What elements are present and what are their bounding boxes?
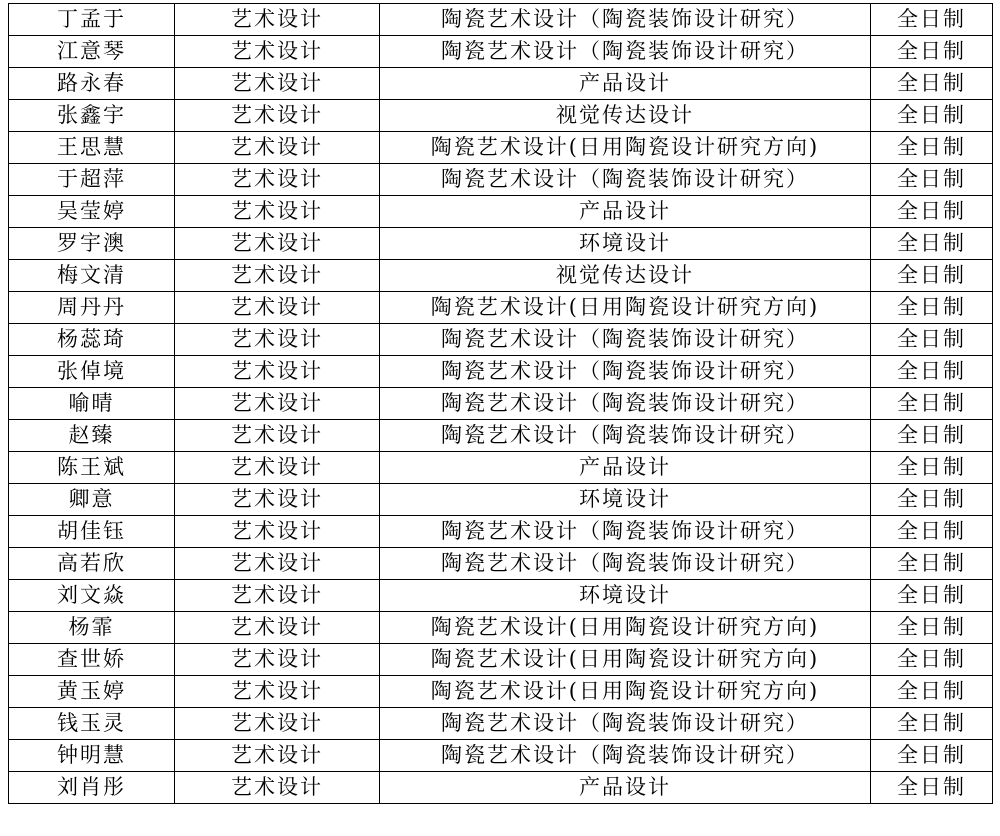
table-row [9, 4, 993, 36]
study-mode-cell: 全日制 [871, 260, 993, 292]
major-direction-cell: 陶瓷艺术设计（陶瓷装饰设计研究） [380, 740, 871, 772]
table-row [9, 708, 993, 740]
major-direction-cell: 陶瓷艺术设计(日用陶瓷设计研究方向) [380, 676, 871, 708]
major-direction-cell: 产品设计 [380, 68, 871, 100]
student-name-cell: 喻晴 [9, 388, 175, 420]
discipline-cell: 艺术设计 [175, 132, 380, 164]
student-name-cell: 张倬境 [9, 356, 175, 388]
table-row [9, 100, 993, 132]
discipline-cell: 艺术设计 [175, 452, 380, 484]
table-row [9, 516, 993, 548]
major-direction-cell: 陶瓷艺术设计（陶瓷装饰设计研究） [380, 516, 871, 548]
study-mode-cell: 全日制 [871, 132, 993, 164]
table-row [9, 36, 993, 68]
discipline-cell: 艺术设计 [175, 772, 380, 804]
major-direction-cell: 视觉传达设计 [380, 100, 871, 132]
table-row [9, 356, 993, 388]
major-direction-cell: 陶瓷艺术设计（陶瓷装饰设计研究） [380, 4, 871, 36]
major-direction-cell: 陶瓷艺术设计（陶瓷装饰设计研究） [380, 548, 871, 580]
major-direction-cell: 陶瓷艺术设计（陶瓷装饰设计研究） [380, 164, 871, 196]
discipline-cell: 艺术设计 [175, 548, 380, 580]
student-name-cell: 刘肖彤 [9, 772, 175, 804]
table-row [9, 772, 993, 804]
discipline-cell: 艺术设计 [175, 164, 380, 196]
major-direction-cell: 视觉传达设计 [380, 260, 871, 292]
study-mode-cell: 全日制 [871, 292, 993, 324]
study-mode-cell: 全日制 [871, 708, 993, 740]
student-name-cell: 杨蕊琦 [9, 324, 175, 356]
study-mode-cell: 全日制 [871, 772, 993, 804]
study-mode-cell: 全日制 [871, 580, 993, 612]
major-direction-cell: 陶瓷艺术设计（陶瓷装饰设计研究） [380, 420, 871, 452]
study-mode-cell: 全日制 [871, 388, 993, 420]
table-row [9, 740, 993, 772]
discipline-cell: 艺术设计 [175, 68, 380, 100]
discipline-cell: 艺术设计 [175, 420, 380, 452]
major-direction-cell: 陶瓷艺术设计（陶瓷装饰设计研究） [380, 324, 871, 356]
student-name-cell: 于超萍 [9, 164, 175, 196]
discipline-cell: 艺术设计 [175, 356, 380, 388]
student-name-cell: 卿意 [9, 484, 175, 516]
table-body [9, 4, 993, 804]
major-direction-cell: 陶瓷艺术设计(日用陶瓷设计研究方向) [380, 132, 871, 164]
major-direction-cell: 产品设计 [380, 772, 871, 804]
discipline-cell: 艺术设计 [175, 708, 380, 740]
student-name-cell: 赵臻 [9, 420, 175, 452]
study-mode-cell: 全日制 [871, 644, 993, 676]
study-mode-cell: 全日制 [871, 548, 993, 580]
table-row [9, 484, 993, 516]
table-row [9, 292, 993, 324]
major-direction-cell: 环境设计 [380, 580, 871, 612]
student-name-cell: 周丹丹 [9, 292, 175, 324]
table-row [9, 644, 993, 676]
study-mode-cell: 全日制 [871, 420, 993, 452]
table-row [9, 260, 993, 292]
student-name-cell: 王思慧 [9, 132, 175, 164]
student-name-cell: 江意琴 [9, 36, 175, 68]
discipline-cell: 艺术设计 [175, 292, 380, 324]
discipline-cell: 艺术设计 [175, 740, 380, 772]
study-mode-cell: 全日制 [871, 452, 993, 484]
study-mode-cell: 全日制 [871, 68, 993, 100]
major-direction-cell: 陶瓷艺术设计(日用陶瓷设计研究方向) [380, 612, 871, 644]
major-direction-cell: 陶瓷艺术设计（陶瓷装饰设计研究） [380, 708, 871, 740]
study-mode-cell: 全日制 [871, 740, 993, 772]
study-mode-cell: 全日制 [871, 516, 993, 548]
table-row [9, 388, 993, 420]
discipline-cell: 艺术设计 [175, 676, 380, 708]
major-direction-cell: 陶瓷艺术设计（陶瓷装饰设计研究） [380, 36, 871, 68]
study-mode-cell: 全日制 [871, 36, 993, 68]
table-row [9, 612, 993, 644]
discipline-cell: 艺术设计 [175, 228, 380, 260]
discipline-cell: 艺术设计 [175, 644, 380, 676]
study-mode-cell: 全日制 [871, 676, 993, 708]
student-name-cell: 查世娇 [9, 644, 175, 676]
major-direction-cell: 环境设计 [380, 484, 871, 516]
discipline-cell: 艺术设计 [175, 324, 380, 356]
table-row [9, 548, 993, 580]
student-name-cell: 张鑫宇 [9, 100, 175, 132]
major-direction-cell: 产品设计 [380, 452, 871, 484]
table-row [9, 324, 993, 356]
study-mode-cell: 全日制 [871, 4, 993, 36]
student-name-cell: 钟明慧 [9, 740, 175, 772]
discipline-cell: 艺术设计 [175, 612, 380, 644]
discipline-cell: 艺术设计 [175, 36, 380, 68]
study-mode-cell: 全日制 [871, 484, 993, 516]
study-mode-cell: 全日制 [871, 196, 993, 228]
table-row [9, 228, 993, 260]
discipline-cell: 艺术设计 [175, 196, 380, 228]
table-row [9, 676, 993, 708]
table-row [9, 132, 993, 164]
student-list-table [8, 3, 993, 804]
student-name-cell: 梅文清 [9, 260, 175, 292]
table-row [9, 196, 993, 228]
study-mode-cell: 全日制 [871, 356, 993, 388]
major-direction-cell: 陶瓷艺术设计（陶瓷装饰设计研究） [380, 356, 871, 388]
table-row [9, 420, 993, 452]
table-row [9, 580, 993, 612]
table-row [9, 452, 993, 484]
student-name-cell: 路永春 [9, 68, 175, 100]
student-name-cell: 黄玉婷 [9, 676, 175, 708]
study-mode-cell: 全日制 [871, 228, 993, 260]
student-name-cell: 吴莹婷 [9, 196, 175, 228]
study-mode-cell: 全日制 [871, 324, 993, 356]
discipline-cell: 艺术设计 [175, 516, 380, 548]
study-mode-cell: 全日制 [871, 100, 993, 132]
discipline-cell: 艺术设计 [175, 4, 380, 36]
major-direction-cell: 环境设计 [380, 228, 871, 260]
discipline-cell: 艺术设计 [175, 260, 380, 292]
discipline-cell: 艺术设计 [175, 484, 380, 516]
student-name-cell: 胡佳钰 [9, 516, 175, 548]
major-direction-cell: 产品设计 [380, 196, 871, 228]
table-row [9, 164, 993, 196]
student-name-cell: 高若欣 [9, 548, 175, 580]
student-name-cell: 杨霏 [9, 612, 175, 644]
major-direction-cell: 陶瓷艺术设计(日用陶瓷设计研究方向) [380, 292, 871, 324]
table-row [9, 68, 993, 100]
discipline-cell: 艺术设计 [175, 580, 380, 612]
major-direction-cell: 陶瓷艺术设计(日用陶瓷设计研究方向) [380, 644, 871, 676]
major-direction-cell: 陶瓷艺术设计（陶瓷装饰设计研究） [380, 388, 871, 420]
discipline-cell: 艺术设计 [175, 388, 380, 420]
study-mode-cell: 全日制 [871, 164, 993, 196]
student-name-cell: 罗宇澳 [9, 228, 175, 260]
discipline-cell: 艺术设计 [175, 100, 380, 132]
student-name-cell: 钱玉灵 [9, 708, 175, 740]
student-name-cell: 刘文焱 [9, 580, 175, 612]
student-name-cell: 陈王斌 [9, 452, 175, 484]
student-name-cell: 丁孟于 [9, 4, 175, 36]
study-mode-cell: 全日制 [871, 612, 993, 644]
